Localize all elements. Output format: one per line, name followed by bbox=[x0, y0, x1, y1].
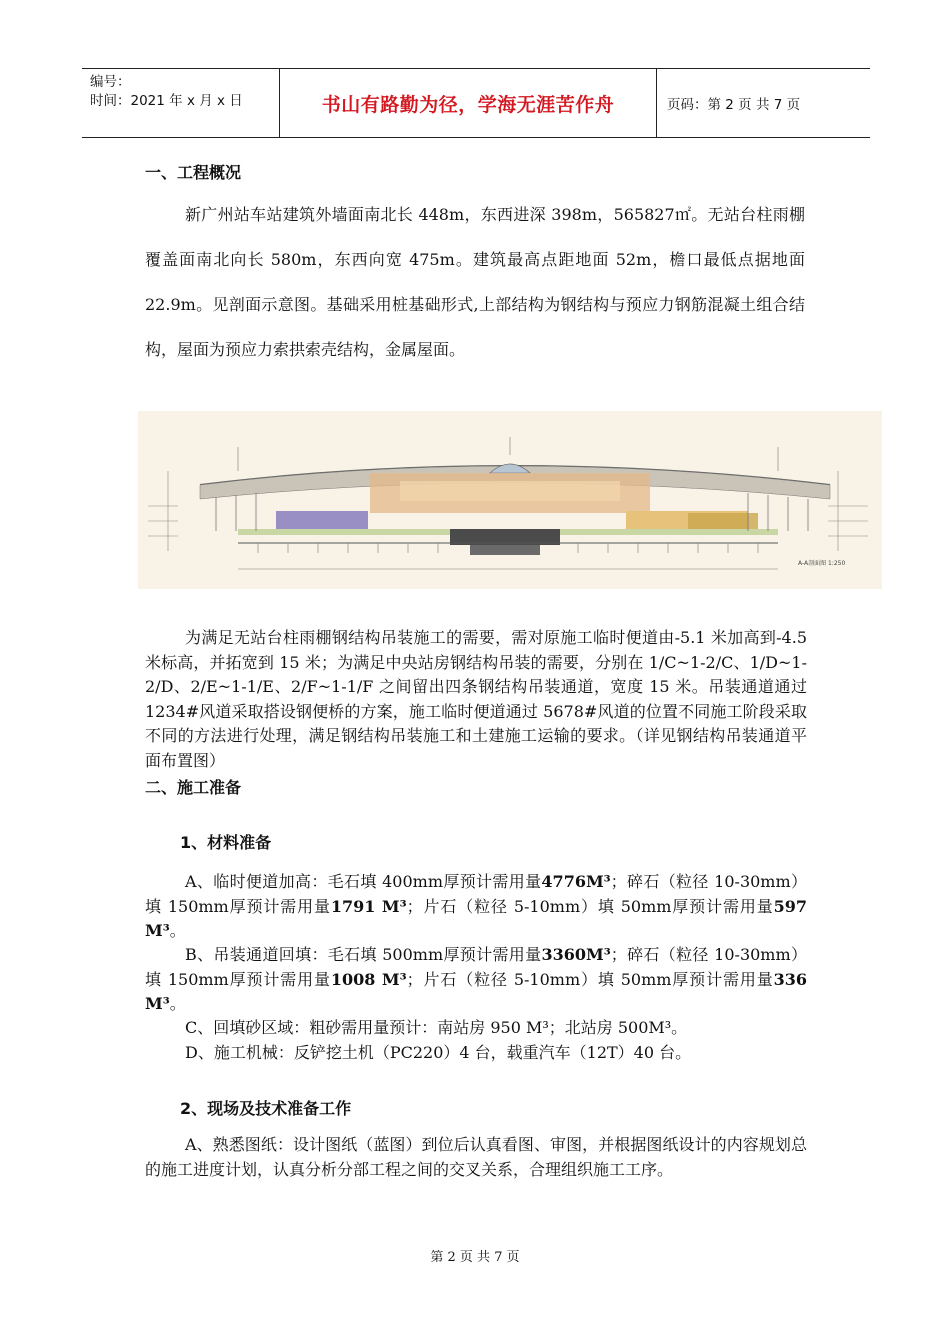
item-b-value-3: 336 M³ bbox=[145, 969, 807, 1013]
page-header bbox=[82, 68, 870, 138]
subheading-site-preparation: 2、现场及技术准备工作 bbox=[180, 1099, 352, 1118]
material-item-b bbox=[145, 943, 807, 1017]
item-b-value-2: 1008 M³ bbox=[330, 969, 407, 989]
item-a-text-3: ；片石（粒径 5-10mm）填 50mm厚预计需用量 bbox=[406, 896, 774, 916]
header-motto-cell bbox=[280, 69, 657, 137]
item-a-value-2: 1791 M³ bbox=[330, 896, 407, 916]
item-b-text-3: ；片石（粒径 5-10mm）填 50mm厚预计需用量 bbox=[406, 969, 774, 989]
header-page-label: 页码：第 2 页 共 7 页 bbox=[667, 97, 801, 113]
item-a-value-1: 4776M³ bbox=[541, 872, 611, 891]
site-item-a: A、熟悉图纸：设计图纸（蓝图）到位后认真看图、审图，并根据图纸设计的内容规划总的施工进度计划，认真分析分部工程之间的交叉关系，合理组织施工工序。 bbox=[145, 1135, 807, 1179]
header-page-cell bbox=[657, 69, 870, 137]
item-b-text-4: 。 bbox=[169, 994, 186, 1013]
header-left-cell bbox=[82, 69, 280, 137]
access-road-paragraph: 为满足无站台柱雨棚钢结构吊装施工的需要，需对原施工临时便道由-5.1 米加高到-4.5 米标高，并拓宽到 15 米；为满足中央站房钢结构吊装的需要，分别在 1/C~1-2/C、1/D~1-2/D、2/E~1-1/E、2/F~1-1/F 之间留出四条钢结构吊装通道，宽度 15 米。吊装通道通过 1234#风道采取搭设钢便桥的方案，施工临时便道通过 5678#风道的位置不同施工阶段采取不同的方法进行处理，满足钢结构吊装施工和土建施工运输的要求。（详见钢结构吊装通道平面布置图） bbox=[145, 628, 807, 770]
item-a-text-2: ；碎石（粒径 10-30mm）填 150mm厚预计需用量 bbox=[145, 872, 807, 916]
item-a-text-4: 。 bbox=[169, 921, 186, 940]
item-b-text-2: ；碎石（粒径 10-30mm）填 150mm厚预计需用量 bbox=[145, 945, 807, 989]
station-section-drawing bbox=[138, 411, 882, 589]
item-a-text-1: A、临时便道加高：毛石填 400mm厚预计需用量 bbox=[185, 872, 542, 891]
subheading-materials: 1、材料准备 bbox=[180, 833, 272, 852]
page-footer: 第 2 页 共 7 页 bbox=[430, 1250, 520, 1265]
material-item-c: C、回填砂区域：粗砂需用量预计：南站房 950 M³；北站房 500M³。 bbox=[185, 1018, 688, 1037]
material-item-a bbox=[145, 870, 807, 944]
header-motto: 书山有路勤为径，学海无涯苦作舟 bbox=[321, 93, 615, 116]
item-a-value-3: 597 M³ bbox=[145, 896, 807, 940]
figure-caption: A-A剖面图 1:250 bbox=[798, 560, 846, 567]
section-heading-preparation: 二、施工准备 bbox=[145, 778, 242, 797]
document-date-label: 时间：2021 年 x 月 x 日 bbox=[90, 93, 243, 109]
item-b-text-1: B、吊装通道回填：毛石填 500mm厚预计需用量 bbox=[185, 945, 542, 964]
overview-paragraph: 新广州站车站建筑外墙面南北长 448m，东西进深 398m，565827㎡。无站台柱雨棚覆盖面南北向长 580m，东西向宽 475m。建筑最高点距地面 52m，檐口最低点据地面 22.9m。见剖面示意图。基础采用桩基础形式,上部结构为钢结构与预应力钢筋混凝土组合结构，屋面为预应力索拱索壳结构，金属屋面。 bbox=[145, 205, 805, 359]
material-item-d: D、施工机械：反铲挖土机（PC220）4 台，载重汽车（12T）40 台。 bbox=[185, 1043, 692, 1062]
item-b-value-1: 3360M³ bbox=[541, 945, 611, 964]
section-heading-overview: 一、工程概况 bbox=[145, 163, 242, 182]
cross-section-figure bbox=[138, 411, 882, 589]
document-number-label: 编号： bbox=[90, 74, 131, 90]
